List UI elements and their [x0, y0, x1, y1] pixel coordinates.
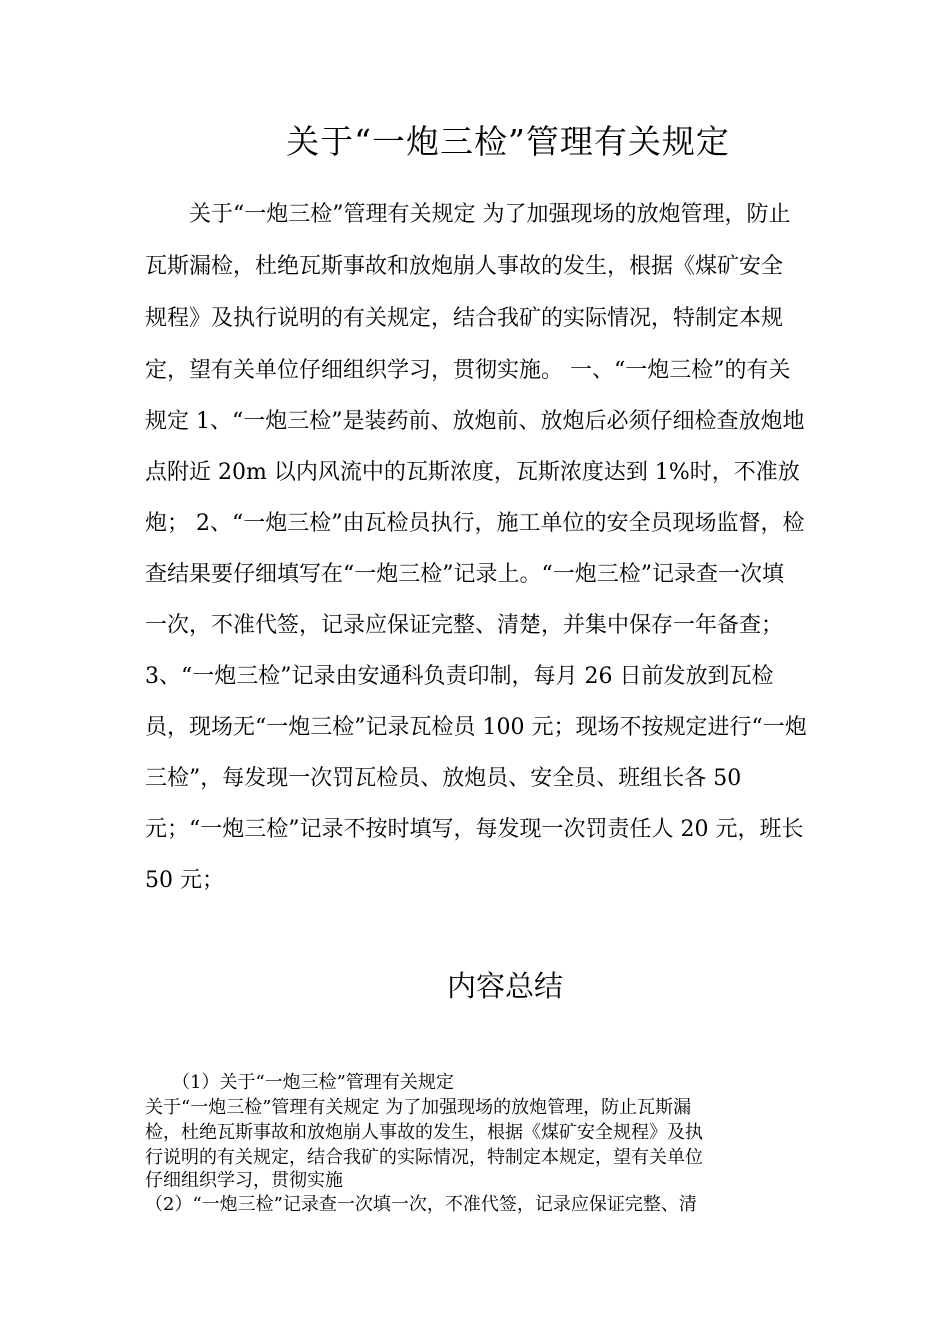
body-line: 规定 1、“一炮三检”是装药前、放炮前、放炮后必须仔细检查放炮地 — [145, 409, 805, 434]
body-line: 50 元； — [145, 868, 224, 893]
body-line: 一次，不准代签，记录应保证完整、清楚，并集中保存一年备查； — [145, 613, 784, 638]
body-line: 炮； 2、“一炮三检”由瓦检员执行，施工单位的安全员现场监督，检 — [145, 511, 805, 536]
body-line: 点附近 20m 以内风流中的瓦斯浓度，瓦斯浓度达到 1%时，不准放 — [145, 460, 800, 485]
body-line: 定，望有关单位仔细组织学习，贯彻实施。 一、“一炮三检”的有关 — [145, 358, 791, 383]
body-line: 元；“一炮三检”记录不按时填写，每发现一次罚责任人 20 元，班长 — [145, 817, 804, 842]
body-line: 查结果要仔细填写在“一炮三检”记录上。“一炮三检”记录查一次填 — [145, 562, 784, 587]
summary-line: 检，杜绝瓦斯事故和放炮崩人事故的发生，根据《煤矿安全规程》及执 — [145, 1122, 703, 1143]
summary-line: 仔细组织学习，贯彻实施 — [145, 1170, 343, 1191]
summary-line: （2）“一炮三检”记录查一次填一次，不准代签，记录应保证完整、清 — [145, 1194, 697, 1215]
body-line: 员，现场无“一炮三检”记录瓦检员 100 元；现场不按规定进行“一炮 — [145, 715, 807, 740]
body-line: 关于“一炮三检”管理有关规定 为了加强现场的放炮管理，防止 — [145, 202, 791, 227]
document-title: 关于“一炮三检”管理有关规定 — [286, 122, 730, 161]
body-line: 3、“一炮三检”记录由安通科负责印制，每月 26 日前发放到瓦检 — [145, 664, 774, 689]
body-line: 三检”，每发现一次罚瓦检员、放炮员、安全员、班组长各 50 — [145, 766, 742, 791]
summary-line: 关于“一炮三检”管理有关规定 为了加强现场的放炮管理，防止瓦斯漏 — [145, 1097, 692, 1118]
summary-heading: 内容总结 — [446, 969, 563, 1003]
summary-line: （1）关于“一炮三检”管理有关规定 — [145, 1072, 454, 1093]
body-line: 瓦斯漏检，杜绝瓦斯事故和放炮崩人事故的发生，根据《煤矿安全 — [145, 254, 784, 279]
summary-line: 行说明的有关规定，结合我矿的实际情况，特制定本规定，望有关单位 — [145, 1147, 703, 1168]
body-line: 规程》及执行说明的有关规定，结合我矿的实际情况，特制定本规 — [145, 306, 784, 331]
